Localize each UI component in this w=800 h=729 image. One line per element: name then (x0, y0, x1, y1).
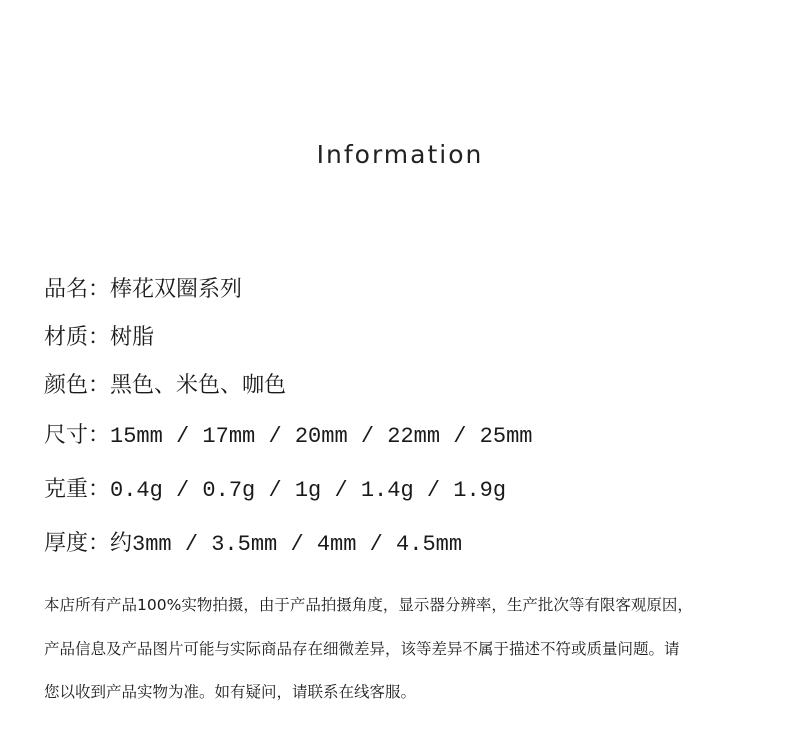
spec-label: 厚度： (44, 531, 111, 556)
disclaimer-line: 您以收到产品实物为准。如有疑问，请联系在线客服。 (44, 683, 417, 701)
spec-row-name (44, 272, 242, 303)
spec-label: 材质： (44, 325, 111, 350)
spec-row-size (44, 418, 532, 449)
spec-value: 约3mm / 3.5mm / 4mm / 4.5mm (110, 532, 463, 557)
spec-row-weight (44, 472, 506, 503)
spec-label: 品名： (44, 277, 111, 302)
spec-row-color (44, 368, 286, 399)
spec-value: 棒花双圈系列 (110, 277, 243, 302)
disclaimer-line: 本店所有产品100%实物拍摄，由于产品拍摄角度，显示器分辨率，生产批次等有限客观原因， (44, 596, 693, 614)
spec-value: 黑色、米色、咖色 (110, 373, 287, 398)
spec-row-material (44, 320, 154, 351)
spec-row-thickness (44, 526, 462, 557)
section-heading: Information (316, 140, 484, 169)
spec-value: 0.4g / 0.7g / 1g / 1.4g / 1.9g (110, 478, 507, 503)
spec-value: 树脂 (110, 325, 155, 350)
disclaimer-line: 产品信息及产品图片可能与实际商品存在细微差异，该等差异不属于描述不符或质量问题。请 (44, 640, 680, 658)
spec-label: 克重： (44, 477, 111, 502)
spec-label: 尺寸： (44, 423, 111, 448)
spec-value: 15mm / 17mm / 20mm / 22mm / 25mm (110, 424, 533, 449)
spec-label: 颜色： (44, 373, 111, 398)
